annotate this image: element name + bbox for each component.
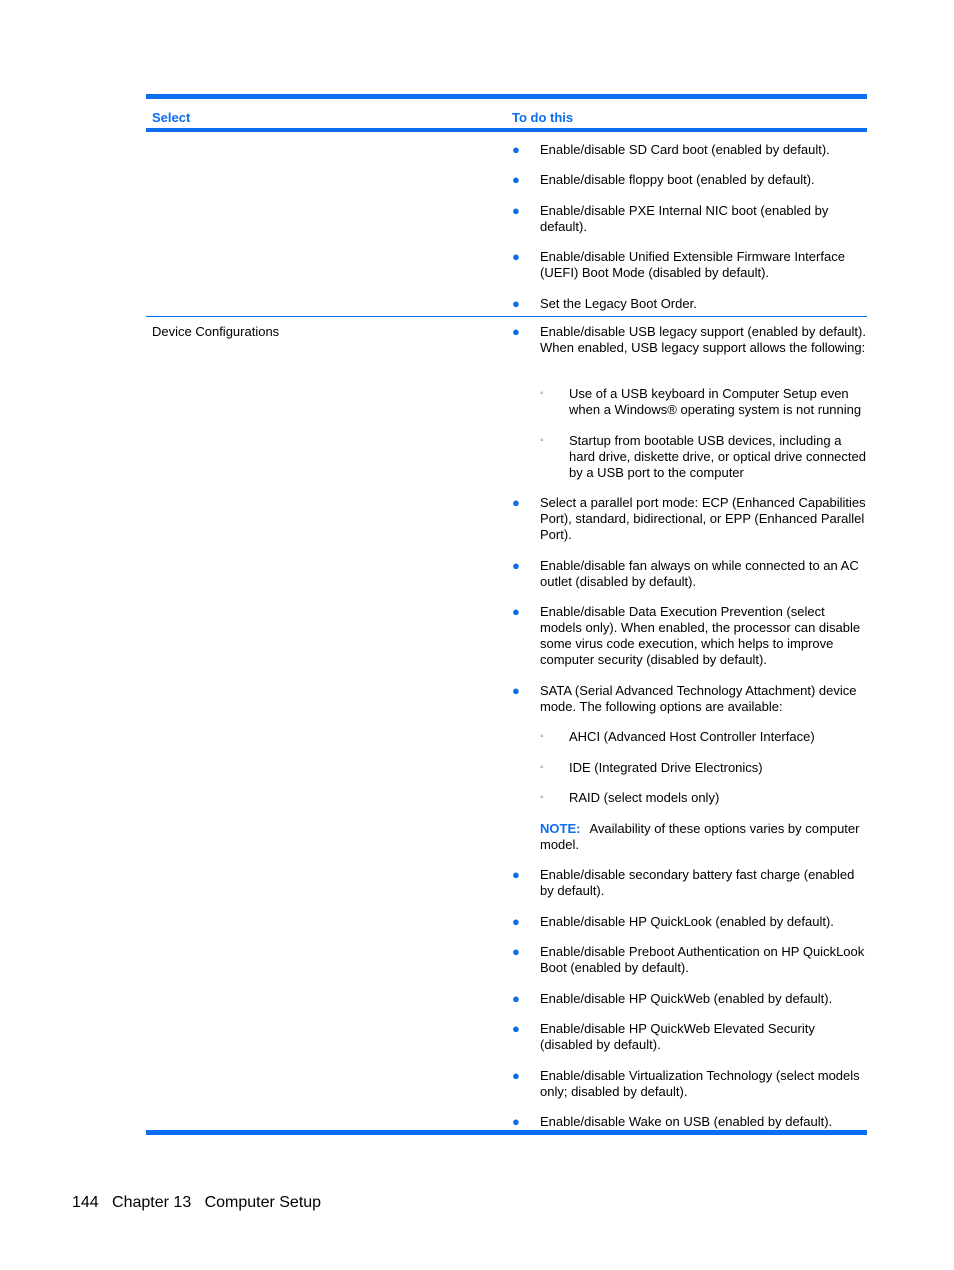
bullet-icon: ● [512,495,520,510]
circle-bullet-icon: ◦ [540,762,544,773]
bullet-icon: ● [512,296,520,311]
select-cell-device-configurations: Device Configurations [152,324,280,339]
settings-table [146,94,867,1135]
page-footer [72,1193,321,1212]
bullet-icon: ● [512,324,520,339]
bullet-icon: ● [512,1021,520,1036]
note-label: NOTE: [540,821,581,836]
bullet-icon: ● [512,142,520,157]
circle-bullet-icon: ◦ [540,731,544,742]
note-text: Availability of these options varies by computer model. [540,821,860,852]
header-todo: To do this [512,110,574,125]
bullet-icon: ● [512,944,520,959]
page-number: 144 [72,1194,99,1211]
bullet-icon: ● [512,203,520,218]
bullet-icon: ● [512,867,520,882]
circle-bullet-icon: ◦ [540,792,544,803]
circle-bullet-icon: ◦ [540,388,544,399]
circle-bullet-icon: ◦ [540,435,544,446]
bullet-icon: ● [512,249,520,264]
bullet-icon: ● [512,991,520,1006]
header-select: Select [152,110,191,125]
bullet-icon: ● [512,683,520,698]
bullet-icon: ● [512,1114,520,1129]
bullet-icon: ● [512,1068,520,1083]
bullet-icon: ● [512,914,520,929]
note [540,821,867,853]
bullet-icon: ● [512,558,520,573]
table-bottom-rule [146,1130,867,1135]
bullet-icon: ● [512,604,520,619]
table-row: ● Enable/disable SD Card boot (enabled by default). ● Enable/disable floppy boot (enabled by default). ● Enable/disable PXE Internal NIC boot (enabled by default). ● Enable/disable Unified Extensible Firmware Interface (UEFI) Boot Mode (disabled by default). ● Set the Legacy Boot Order. [512,142,845,311]
table-header [146,99,867,128]
chapter-label: Chapter 13 [112,1194,192,1211]
bullet-icon: ● [512,172,520,187]
table-row: Device Configurations ● Enable/disable USB legacy support (enabled by default). When enabled, USB legacy support allows the following: ◦ Use of a USB keyboard in Computer Setup even when a Windows® operating system is not running ◦ Startup from bootable USB devices, including a hard drive, diskette drive, or optical drive connected by a USB port to the computer ● Select a parallel port mode: ECP (Enhanced Capabilities Port), standard, bidirectional, or EPP (Enhanced Parallel Port). ● Enable/disable fan always on while connected to an AC outlet (disabled by default). ● Enable/disable Data Execution Prevention (select models only). When enabled, the processor can disable some virus code execution, which helps to improve computer security (disabled by default). ● SATA (Serial Advanced Technology Attachment) device mode. The following options are available: ◦ AHCI (Advanced Host Controller Interface) ◦ IDE (Integrated Drive Electronics) ◦ RAID (select models only) NOTE: Availability of these options varies by computer model. ● Enable/disable secondary battery fast charge (enabled by default). ● Enable/disable HP QuickLook (enabled by default). ● Enable/disable Preboot Authentication on HP QuickLook Boot (enabled by default). ● Enable/disable HP QuickWeb (enabled by default). ● Enable/disable HP QuickWeb Elevated Security (disabled by default). ● Enable/disable Virtualization Technology (select models only; disabled by default). ● Enable/disable Wake on USB (enabled by default). [152,324,866,1129]
chapter-title: Computer Setup [204,1194,322,1211]
